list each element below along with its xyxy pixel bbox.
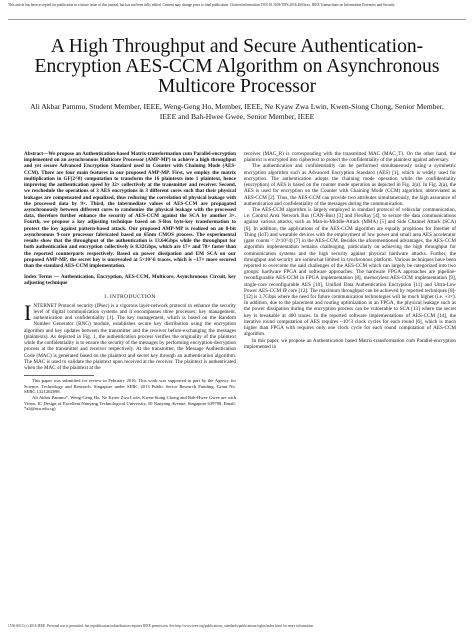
header-divider [8,19,466,20]
body-paragraph-2: The authentication and confidentiality can be performed simultaneously using a symmetric encryption algorithm such as Advanced Encryption Standard (AES) [1], which is widely used for encryption. The authentication adopts the chaining mode operation while the confidentiality (encryption) of AES is based on the counter mode operation as depicted in Fig. 2(a). In Fig. 2(a), the AES is used for encryption on the Counter with Chaining Mode (CCM) algorithm, abbreviated as AES-CCM [2]. Thus, the AES-CCM can provide two attributes simultaneously, the high assurance of authentication and confidentiality of the messages during the communication. [244,163,456,207]
footnote-divider [24,375,94,376]
right-column [244,151,456,350]
body-paragraph-1: receiver (MAC_R) is corresponding with the transmitted MAC (MAC_T). On the other hand, the plaintext is encrypted into ciphertext to protect the confidentiality of the plaintext against adversary. [244,151,456,164]
footnote-funding: This paper was submitted for review in February 2016. This work was supported in part by the Agency for Science, Technology and Research, Singapore under SERC 2013 Public Sector Research Funding, Grant No. SERC 1321202098. [24,378,236,395]
paper-authors: Ali Akbar Pammu, Student Member, IEEE, Weng-Geng Ho, Member, IEEE, Ne Kyaw Zwa Lwin, Kwen-Siong Chong, Senior Member, IEEE and Bah-Hwee Gwee, Senior Member, IEEE [30,102,444,121]
drop-cap: I [24,299,32,325]
copyright-notice: 1556-6013 (c) 2016 IEEE. Personal use is permitted, but republication/redistribution requires IEEE permission. See http://www.ieee.org/publications_standards/publications/rights/index.html for more information. [8,624,315,628]
footnote-affiliations: Ali Akbar Pammu*, Weng-Geng Ho, Ne Kyaw Zwa Lwin, Kwen-Siong Chong and Bah-Hwee Gwee are with Virtus, IC Design of Excellent Nanyang Technological University, 50 Nanyang Avenue, Singapore 639798. Email: *ali@ntu.edu.sg) [24,395,236,412]
introduction-paragraph [24,299,236,371]
journal-notice-header: This article has been accepted for publication in a future issue of this journal, but has not been fully edited. Content may change prior to final publication. Citation information: DOI 10.1109/TIFS.2016.2603xxx, IEEE Transactions on Information Forensics and Security [8,3,395,7]
page-footer [8,624,466,628]
paper-title: A High Throughput and Secure Authentication-Encryption AES-CCM Algorithm on Asynchronous Multicore Processor [34,36,440,97]
body-paragraph-3: The AES-CCM algorithm is largely employed in standard protocol of vehicular communication, i.e. Control Area Network Bus (CAN-Bus) [3] and FlexRay [4], to secure the data communications against various attacks, such as Man-in-Middle-Attack (MMA) [5] and Side Channel Attack (SCA) [6]. In addition, the applications of the AES-CCM algorithm are equally propitious for Internet of Thing (IoT) and wearable devices with the employment of low power and small area AES accelerator (gate counts < 2×10^4) [7] in the AES-CCM. Besides the aforementioned advantages, the AES-CCM algorithm implementation remains challenging, particularly on achieving the high throughput for communication systems and the high security against physical hardware attacks. Further, the throughput and security are somewhat limited in synchronous platform. Various techniques have been reported to overcome the said challenges of the AES-CCM which can largely be categorized into two groups: hardware FPGA and software approaches. The hardware FPGA approaches are pipeline-reconfigurable AES-CCM in FPGA implementation [8], memoryless AES-CCM implementation [9], single-core reconfigurable AES [10], Unified Data Authentication Encryption [11] and Ultra-Low Power AES-CCM IP core [12]. The maximum throughput can be achieved by reported techniques [8]-[12] is 3.7Gbps where the need for future communication technologies will be much higher (i.e. +3×). In addition, due to the placement and routing optimization in an FPGA, the physical leakage such as the power dissipation during the encryption process can be vulnerable to SCA [13] where the secret key is breakable at 400 traces. In the reported software implementations of AES-CCM [14], the iterative round computation of AES requires ~10^3 clock cycles for each round [6], which is much higher than FPGA with requires only one clock cycle for each round computation of AES-CCM algorithm. [244,206,456,338]
left-column [24,151,236,412]
body-paragraph-4: In this paper, we propose an Authentication based Matrix-transformation cum Parallel-encryption implemented in [244,337,456,350]
introduction-text: NTERNET Protocol security (IPsec) is a vigorous layer-network protocol to enhance the security level of digital communication systems and it encompasses three processes: key management, authentication and confidentiality [1]. The key management, which is based on the Random Number Generator (RNG) module, establishes secure key distribution using the encryption algorithm and key updates between the transmitter and the receiver before-exchanging the messages (plaintexts). As depicted in Fig. 1, the authentication process verifies the originality of the plaintext while the confidentiality is to ensure the security of the messages by performing encryption-decryption process at the transmitter and receiver respectively. At the transmitter, the Message Authentication Code (MAC) is generated based on the plaintext and secret key through an authentication algorithm. The MAC is used to validate the plaintext upon received at the receiver. The plaintext is authenticated when the MAC of the plaintext at the [24,302,236,371]
abstract: Abstract—We propose an Authentication-based Matrix-transformation cum Parallel-encryption implemented on an asynchronous Multicore Processor (AMP-MP) to achieve a high throughput and yet secure Advanced Encryption Standard used in Counter with Chaining Mode (AES-CCM). There are four main features in our proposed AMP-MP. First, we employ the matrix multiplication in GF(2^8) computation to transform the 16 plaintexts into 1 plaintext, hence improving the authentication speed by 32× collectively at the transmitter and receiver. Second, we reschedule the operations of 3 AES encryptions in 3 different cores such that their physical leakages are compensated and equalized, thus reducing the correlation of physical leakage with the processed data by 9×. Third, the intermediate values of AES-CCM are propagated asynchronously between different cores to randomize the physical leakage with the processed data, therefore further enhance the security of AES-CCM against the SCA by another 3×. Fourth, we propose a key adjusting technique based on S-Box byte-key transformation to protect the key against pattern-based attack. Our proposed AMP-MP is realized on an 8-bit asynchronous 9-core processor fabricated based on 65nm CMOS process. The experimental results show that the throughput of the authentication is 13.64Gbps while the throughput for both authentication and encryption collectively is 8.32Gbps, which are 17× and 78× faster than the reported counterparts respectively. Based on power dissipation and EM SCA on our proposed AMP-MP, the secret key is unrevealed at 5×10^6 traces, which is ~17× more secured than the standard AES-CCM implementation. [24,151,236,269]
section-heading-introduction: I. INTRODUCTION [104,293,156,300]
index-terms: Index Terms — Authentication, Encryption, AES-CCM, Multicore, Asynchronous Circuit, key adjusting technique [24,274,236,287]
